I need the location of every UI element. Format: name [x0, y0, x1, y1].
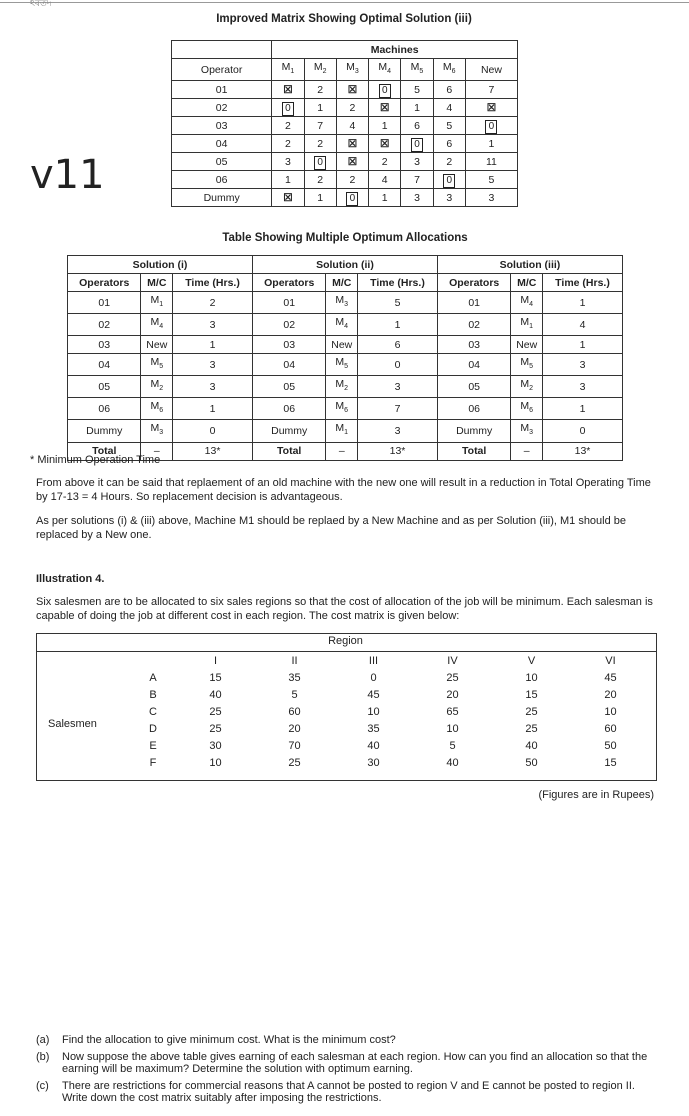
- paragraph-illustration: Six salesmen are to be allocated to six sales regions so that the cost of allocation of the job will be minimum. Each salesman is capable of doing the job at different cost in each region. The cost matrix is given below:: [36, 596, 653, 622]
- total-cell: 13*: [543, 442, 623, 460]
- question-item: [36, 1034, 658, 1046]
- matrix-cell: [336, 153, 368, 171]
- salesman-name: F: [149, 757, 157, 769]
- region-cost-cell: 45: [367, 689, 380, 701]
- assigned-zero-box: 0: [379, 84, 391, 98]
- matrix-cell: [369, 99, 401, 117]
- matrix-cell: [369, 135, 401, 153]
- region-col-header: I: [213, 655, 218, 667]
- improved-matrix-table: [171, 40, 518, 207]
- allocation-row: [68, 336, 623, 354]
- matrix-row-label: Dummy: [172, 189, 272, 207]
- region-cost-cell: 25: [209, 706, 222, 718]
- region-cost-cell: 45: [604, 672, 617, 684]
- region-row: [130, 721, 650, 738]
- allocation-cell: 1: [173, 398, 253, 420]
- matrix-row: [172, 153, 518, 171]
- matrix-row: [172, 171, 518, 189]
- matrix-cell: 7: [304, 117, 336, 135]
- matrix-cell: 1: [369, 189, 401, 207]
- solution-sub-header: Operators: [437, 274, 510, 292]
- allocation-cell: 4: [543, 314, 623, 336]
- matrix-cell: 5: [401, 81, 433, 99]
- region-row: [130, 704, 650, 721]
- figures-note: (Figures are in Rupees): [538, 789, 654, 801]
- region-cost-cell: 15: [209, 672, 222, 684]
- matrix-cell: 2: [336, 99, 368, 117]
- allocation-cell: 3: [358, 376, 438, 398]
- region-cost-cell: 60: [604, 723, 617, 735]
- solution-sub-header: Operators: [252, 274, 325, 292]
- matrix-col-header: $M_3$: [336, 59, 368, 81]
- salesman-name: D: [149, 723, 157, 735]
- assigned-zero-box: 0: [282, 102, 294, 116]
- matrix-cell: [272, 99, 304, 117]
- matrix-row: [172, 135, 518, 153]
- region-cost-cell: 10: [367, 706, 380, 718]
- allocation-cell: 6: [358, 336, 438, 354]
- matrix-row-label: 06: [172, 171, 272, 189]
- region-header: Region: [328, 635, 363, 647]
- assigned-zero-box: 0: [346, 192, 358, 206]
- version-label: v11: [30, 152, 105, 198]
- allocation-cell: $M_3$: [141, 420, 173, 442]
- matrix-cell: 4: [336, 117, 368, 135]
- allocation-cell: $M_1$: [141, 292, 173, 314]
- region-cost-cell: 35: [288, 672, 301, 684]
- region-cost-cell: 10: [209, 757, 222, 769]
- crossed-zero-mark: ☒: [283, 83, 293, 96]
- allocation-row: [68, 420, 623, 442]
- multi-title: Table Showing Multiple Optimum Allocations: [222, 232, 468, 244]
- question-list: [36, 1034, 658, 1109]
- allocation-cell: 1: [543, 398, 623, 420]
- region-cost-cell: 40: [209, 689, 222, 701]
- question-label: (b): [36, 1051, 50, 1063]
- allocation-cell: 06: [437, 398, 510, 420]
- matrix-cell: 2: [304, 81, 336, 99]
- allocation-row: [68, 354, 623, 376]
- allocation-cell: $M_3$: [511, 420, 543, 442]
- region-cost-cell: 25: [209, 723, 222, 735]
- question-text: Find the allocation to give minimum cost. What is the minimum cost?: [62, 1034, 396, 1046]
- allocation-cell: 0: [358, 354, 438, 376]
- matrix-row-label: 02: [172, 99, 272, 117]
- matrix-row-label: 05: [172, 153, 272, 171]
- region-cost-cell: 30: [209, 740, 222, 752]
- matrix-row: [172, 81, 518, 99]
- matrix-cell: 1: [465, 135, 517, 153]
- matrix-cell: [465, 117, 517, 135]
- allocation-cell: 3: [173, 354, 253, 376]
- matrix-cell: 7: [401, 171, 433, 189]
- region-col-header: V: [527, 655, 536, 667]
- matrix-cell: 3: [272, 153, 304, 171]
- matrix-cell: 1: [401, 99, 433, 117]
- question-item: [36, 1080, 658, 1104]
- matrix-cell: [304, 153, 336, 171]
- region-cost-cell: 30: [367, 757, 380, 769]
- matrix-cell: [465, 99, 517, 117]
- region-cost-cell: 40: [525, 740, 538, 752]
- allocation-cell: 05: [252, 376, 325, 398]
- matrix-cell: 3: [433, 189, 465, 207]
- matrix-col-header: Operator: [172, 59, 272, 81]
- total-cell: Total: [252, 442, 325, 460]
- allocation-cell: 05: [437, 376, 510, 398]
- allocation-cell: 3: [543, 354, 623, 376]
- allocation-cell: 0: [543, 420, 623, 442]
- matrix-col-header: $M_2$: [304, 59, 336, 81]
- allocation-cell: 06: [68, 398, 141, 420]
- allocation-cell: 03: [437, 336, 510, 354]
- allocation-cell: 01: [252, 292, 325, 314]
- region-cost-cell: 10: [525, 672, 538, 684]
- question-item: [36, 1051, 658, 1075]
- question-label: (a): [36, 1034, 50, 1046]
- region-col-header: III: [368, 655, 379, 667]
- matrix-cell: 2: [272, 135, 304, 153]
- region-cost-cell: 70: [288, 740, 301, 752]
- allocation-cell: $M_1$: [326, 420, 358, 442]
- region-cost-cell: 25: [525, 706, 538, 718]
- allocation-cell: 02: [68, 314, 141, 336]
- matrix-col-header: $M_4$: [369, 59, 401, 81]
- matrix-cell: 1: [304, 189, 336, 207]
- matrix-cell: [272, 81, 304, 99]
- allocation-cell: New: [326, 336, 358, 354]
- total-cell: 13*: [358, 442, 438, 460]
- matrix-cell: [272, 189, 304, 207]
- region-cost-cell: 10: [446, 723, 459, 735]
- crossed-zero-mark: ☒: [283, 191, 293, 204]
- crossed-zero-mark: ☒: [347, 83, 358, 96]
- solution-group-header: Solution (i): [68, 256, 253, 274]
- allocation-cell: 02: [437, 314, 510, 336]
- matrix-cell: 6: [433, 81, 465, 99]
- region-cost-cell: 15: [604, 757, 617, 769]
- region-cost-cell: 20: [604, 689, 617, 701]
- allocation-cell: 04: [68, 354, 141, 376]
- allocation-cell: $M_4$: [141, 314, 173, 336]
- matrix-cell: 3: [401, 189, 433, 207]
- region-col-header: VI: [605, 655, 616, 667]
- allocation-cell: 5: [358, 292, 438, 314]
- region-col-header: II: [291, 655, 298, 667]
- allocation-row: [68, 398, 623, 420]
- allocation-cell: 01: [437, 292, 510, 314]
- allocation-cell: Dummy: [252, 420, 325, 442]
- allocation-cell: 04: [252, 354, 325, 376]
- allocation-cell: $M_4$: [326, 314, 358, 336]
- region-cost-cell: 10: [604, 706, 617, 718]
- allocation-cell: 1: [358, 314, 438, 336]
- allocation-cell: 3: [173, 314, 253, 336]
- region-divider: [36, 651, 657, 652]
- footnote: * Minimum Operation Time: [30, 454, 161, 466]
- matrix-row: [172, 99, 518, 117]
- allocation-cell: $M_6$: [141, 398, 173, 420]
- region-cost-cell: 20: [288, 723, 301, 735]
- matrix-corner: [172, 41, 272, 59]
- allocation-cell: $M_5$: [511, 354, 543, 376]
- salesmen-label: Salesmen: [48, 718, 97, 730]
- question-text: There are restrictions for commercial reasons that A cannot be posted to region V and E cannot be posted to region II. Write down the cost matrix suitably after imposing the restrictions.: [62, 1080, 635, 1104]
- region-corner: [130, 653, 176, 670]
- allocation-cell: $M_2$: [511, 376, 543, 398]
- matrix-cell: 6: [433, 135, 465, 153]
- region-cost-table: [130, 653, 650, 772]
- solution-sub-header: Time (Hrs.): [543, 274, 623, 292]
- allocation-cell: $M_6$: [511, 398, 543, 420]
- matrix-cell: 2: [433, 153, 465, 171]
- region-cost-cell: 25: [446, 672, 459, 684]
- region-cost-cell: 40: [446, 757, 459, 769]
- salesman-name: A: [149, 672, 157, 684]
- assigned-zero-box: 0: [314, 156, 326, 170]
- allocation-cell: 02: [252, 314, 325, 336]
- crossed-zero-mark: ☒: [380, 101, 390, 114]
- allocation-cell: 04: [437, 354, 510, 376]
- region-cost-cell: 50: [525, 757, 538, 769]
- matrix-cell: [433, 171, 465, 189]
- region-cost-cell: 5: [291, 689, 298, 701]
- matrix-cell: 5: [465, 171, 517, 189]
- allocation-cell: Dummy: [437, 420, 510, 442]
- crossed-zero-mark: ☒: [380, 137, 390, 150]
- allocation-cell: $M_3$: [326, 292, 358, 314]
- allocation-cell: $M_5$: [141, 354, 173, 376]
- matrix-col-header: $M_1$: [272, 59, 304, 81]
- region-cost-cell: 40: [367, 740, 380, 752]
- allocation-cell: 3: [543, 376, 623, 398]
- salesman-name: B: [149, 689, 157, 701]
- allocation-cell: Dummy: [68, 420, 141, 442]
- allocation-cell: $M_5$: [326, 354, 358, 376]
- matrix-cell: 2: [336, 171, 368, 189]
- crossed-zero-mark: ☒: [486, 101, 497, 114]
- matrix-cell: [336, 189, 368, 207]
- region-cost-cell: 5: [449, 740, 456, 752]
- matrix-cell: 3: [465, 189, 517, 207]
- total-cell: –: [326, 442, 358, 460]
- region-row: [130, 670, 650, 687]
- matrix-cell: 2: [304, 135, 336, 153]
- allocation-cell: 3: [358, 420, 438, 442]
- region-cost-cell: 50: [604, 740, 617, 752]
- total-cell: Total: [437, 442, 510, 460]
- matrix-cell: 1: [304, 99, 336, 117]
- matrix-row: [172, 189, 518, 207]
- matrix-cell: [401, 135, 433, 153]
- salesman-name: E: [149, 740, 157, 752]
- allocation-cell: 03: [68, 336, 141, 354]
- matrix-cell: 2: [272, 117, 304, 135]
- solution-sub-header: Time (Hrs.): [358, 274, 438, 292]
- paragraph-solutions: As per solutions (i) & (iii) above, Machine M1 should be replaed by a New Machine and as per Solution (iii), M1 should be replaced by a New one.: [36, 515, 627, 541]
- matrix-cell: 4: [369, 171, 401, 189]
- multiple-allocations-table: [67, 255, 623, 461]
- assigned-zero-box: 0: [411, 138, 423, 152]
- region-col-header: IV: [447, 655, 458, 667]
- allocation-cell: $M_2$: [141, 376, 173, 398]
- allocation-cell: 06: [252, 398, 325, 420]
- machines-header: Machines: [272, 41, 518, 59]
- assigned-zero-box: 0: [443, 174, 455, 188]
- allocation-cell: $M_4$: [511, 292, 543, 314]
- allocation-cell: $M_1$: [511, 314, 543, 336]
- allocation-cell: 2: [173, 292, 253, 314]
- crossed-zero-mark: ☒: [347, 155, 358, 168]
- total-cell: Total: [68, 442, 141, 460]
- region-cost-cell: 25: [288, 757, 301, 769]
- region-cost-cell: 65: [446, 706, 459, 718]
- solution-sub-header: M/C: [511, 274, 543, 292]
- corner-mark: ঽৰত৸: [30, 0, 52, 8]
- solution-group-header: Solution (ii): [252, 256, 437, 274]
- allocation-row: [68, 292, 623, 314]
- solution-group-header: Solution (iii): [437, 256, 622, 274]
- allocation-cell: 1: [543, 292, 623, 314]
- region-cost-cell: 0: [370, 672, 377, 684]
- region-cost-cell: 25: [525, 723, 538, 735]
- matrix-col-header: New: [465, 59, 517, 81]
- allocation-row: [68, 314, 623, 336]
- total-cell: –: [141, 442, 173, 460]
- region-cost-cell: 15: [525, 689, 538, 701]
- matrix-row-label: 03: [172, 117, 272, 135]
- question-text: Now suppose the above table gives earning of each salesman at each region. How can you find an allocation so that the earning will be maximum? Determine the solution with optimum earning.: [62, 1051, 648, 1075]
- salesman-name: C: [149, 706, 157, 718]
- matrix-cell: 2: [304, 171, 336, 189]
- allocation-cell: 0: [173, 420, 253, 442]
- paragraph-replacement: From above it can be said that replaement of an old machine with the new one will result in a reduction in Total Operating Time by 17-13 = 4 Hours. So replacement decision is advantageous.: [36, 477, 651, 503]
- allocation-cell: 7: [358, 398, 438, 420]
- matrix-row-label: 04: [172, 135, 272, 153]
- allocation-cell: 3: [173, 376, 253, 398]
- matrix-cell: 1: [369, 117, 401, 135]
- matrix-cell: 7: [465, 81, 517, 99]
- region-cost-cell: 35: [367, 723, 380, 735]
- total-cell: –: [511, 442, 543, 460]
- region-row: [130, 755, 650, 772]
- question-label: (c): [36, 1080, 49, 1092]
- allocation-cell: 1: [173, 336, 253, 354]
- region-row: [130, 738, 650, 755]
- matrix-cell: 4: [433, 99, 465, 117]
- matrix-col-header: $M_5$: [401, 59, 433, 81]
- allocation-cell: $M_6$: [326, 398, 358, 420]
- allocation-cell: 05: [68, 376, 141, 398]
- allocation-cell: $M_2$: [326, 376, 358, 398]
- allocation-cell: 01: [68, 292, 141, 314]
- matrix-cell: 1: [272, 171, 304, 189]
- matrix-col-header: $M_6$: [433, 59, 465, 81]
- matrix-row: [172, 117, 518, 135]
- total-cell: 13*: [173, 442, 253, 460]
- allocation-row: [68, 376, 623, 398]
- region-cost-cell: 60: [288, 706, 301, 718]
- solution-sub-header: Operators: [68, 274, 141, 292]
- matrix-cell: [336, 81, 368, 99]
- region-cost-cell: 20: [446, 689, 459, 701]
- matrix-cell: [369, 81, 401, 99]
- assigned-zero-box: 0: [485, 120, 497, 134]
- illustration-title: Illustration 4.: [36, 573, 105, 585]
- region-row: [130, 687, 650, 704]
- top-rule: [0, 2, 689, 3]
- solution-sub-header: M/C: [141, 274, 173, 292]
- solution-sub-header: M/C: [326, 274, 358, 292]
- allocation-cell: New: [511, 336, 543, 354]
- crossed-zero-mark: ☒: [347, 137, 358, 150]
- matrix-cell: 2: [369, 153, 401, 171]
- matrix-row-label: 01: [172, 81, 272, 99]
- matrix-cell: 11: [465, 153, 517, 171]
- allocation-cell: New: [141, 336, 173, 354]
- matrix-cell: 6: [401, 117, 433, 135]
- matrix-cell: 3: [401, 153, 433, 171]
- matrix-cell: 5: [433, 117, 465, 135]
- matrix-cell: [336, 135, 368, 153]
- allocation-cell: 1: [543, 336, 623, 354]
- matrix-title: Improved Matrix Showing Optimal Solution (iii): [216, 13, 472, 25]
- allocation-cell: 03: [252, 336, 325, 354]
- solution-sub-header: Time (Hrs.): [173, 274, 253, 292]
